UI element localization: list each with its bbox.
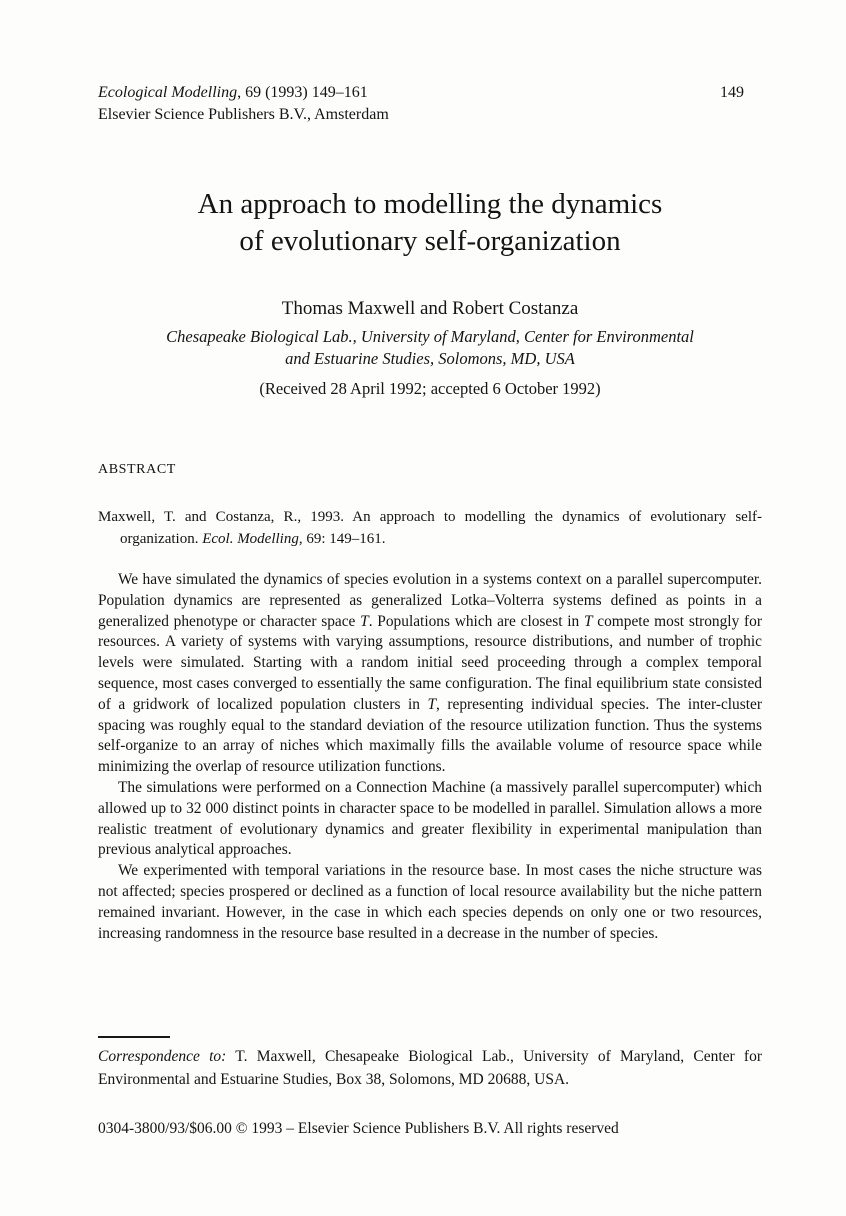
journal-citation-line <box>98 82 762 104</box>
character-space-symbol: T <box>583 612 593 630</box>
affiliation-line-1: Chesapeake Biological Lab., University of Maryland, Center for Environmental <box>166 327 694 346</box>
correspondence-note <box>98 1045 762 1091</box>
abstract-body <box>98 570 762 944</box>
received-accepted-dates: (Received 28 April 1992; accepted 6 October 1992) <box>259 379 601 398</box>
affiliation <box>98 326 762 370</box>
correspondence-footnote <box>98 1036 762 1091</box>
correspondence-text: T. Maxwell, Chesapeake Biological Lab., University of Maryland, Center for Environmental and Estuarine Studies, Box 38, Solomons, MD 20688, USA. <box>98 1048 762 1088</box>
authors: Thomas Maxwell and Robert Costanza <box>281 298 579 319</box>
footnote-divider <box>98 1036 170 1038</box>
page-number: 149 <box>720 84 744 101</box>
abstract-citation <box>98 506 762 550</box>
page-content <box>98 0 762 944</box>
text-segment: We have simulated the dynamics of species evolution in a systems context on a parallel supercomputer. Population dynamics are represented as generalized Lotka–Volterra systems defined as points in a generalized phenotype or character space <box>98 571 762 630</box>
publisher-line: Elsevier Science Publishers B.V., Amsterdam <box>98 106 389 123</box>
journal-header <box>98 82 762 126</box>
abstract-heading: ABSTRACT <box>98 462 176 477</box>
citation-segment: , 69: 149–161. <box>298 531 386 547</box>
character-space-symbol: T <box>427 695 437 713</box>
text-segment: . Populations which are closest in <box>368 612 584 630</box>
character-space-symbol: T <box>360 612 369 630</box>
citation-segment: Maxwell, T. and Costanza, R., 1993. An approach to modelling the dynamics of evolutionary self-organization. <box>98 509 762 547</box>
abstract-paragraph-2: The simulations were performed on a Connection Machine (a massively parallel supercomputer) which allowed up to 32 000 distinct points in character space to be modelled in parallel. Simulation allows a more realistic treatment of evolutionary dynamics and greater flexibility in experimental manipulation than previous analytical approaches. <box>98 778 762 859</box>
copyright-line: 0304-3800/93/$06.00 © 1993 – Elsevier Science Publishers B.V. All rights reserved <box>98 1120 619 1137</box>
abstract-paragraph-1 <box>98 570 762 778</box>
paper-title-line-1: An approach to modelling the dynamics <box>197 188 663 220</box>
journal-volume-info: , 69 (1993) 149–161 <box>237 84 368 101</box>
text-segment: compete most strongly for resources. A variety of systems with varying assumptions, resource distributions, and number of trophic levels were simulated. Starting with a random initial seed proceeding through a complex temporal sequence, most cases converged to essentially the same configuration. The final equilibrium state consisted of a gridwork of localized population clusters in <box>98 612 762 713</box>
text-segment: , representing individual species. The inter-cluster spacing was roughly equal to the standard deviation of the resource utilization function. Thus the systems self-organize to an array of niches which maximally fills the available volume of resource space while minimizing the overlap of resource utilization functions. <box>98 695 762 776</box>
paper-title <box>98 186 762 260</box>
affiliation-line-2: and Estuarine Studies, Solomons, MD, USA <box>285 349 575 368</box>
correspondence-label: Correspondence to: <box>98 1048 227 1065</box>
journal-name: Ecological Modelling <box>98 84 238 101</box>
paper-title-line-2: of evolutionary self-organization <box>239 225 621 257</box>
abstract-paragraph-3: We experimented with temporal variations in the resource base. In most cases the niche structure was not affected; species prospered or declined as a function of local resource availability but the niche pattern remained invariant. However, in the case in which each species depends on only one or two resources, increasing randomness in the resource base resulted in a decrease in the number of species. <box>98 862 762 942</box>
citation-journal-abbrev: Ecol. Modelling <box>202 531 299 547</box>
